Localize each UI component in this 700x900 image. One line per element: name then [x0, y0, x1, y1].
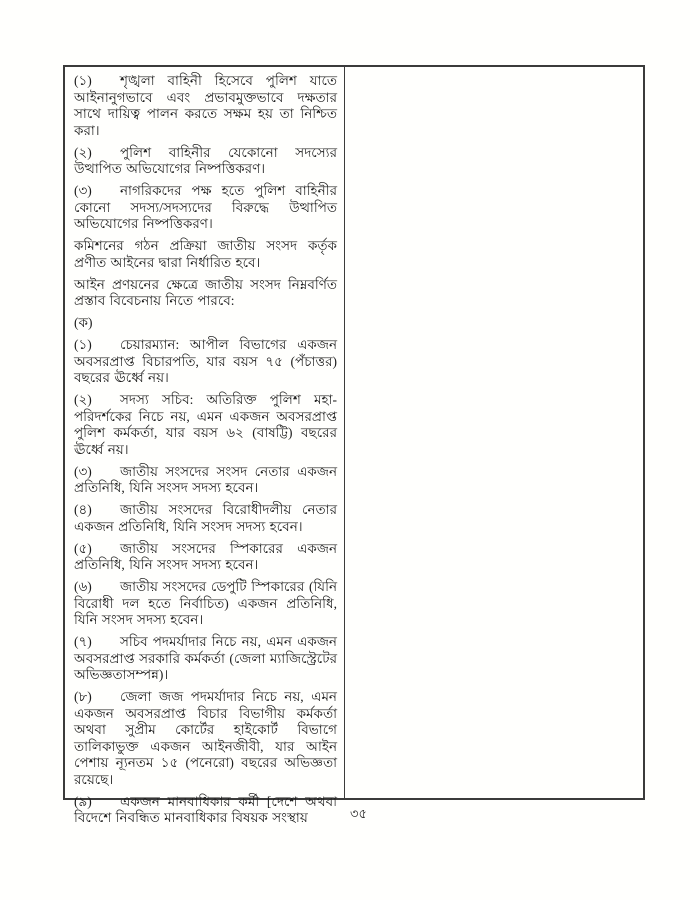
item-number: (৫) — [74, 540, 92, 556]
item-number: (১) — [74, 337, 92, 352]
item-text: একজন মানবাধিকার কর্মী [দেশে অথবা বিদেশে নিবন্ধিত মানবাধিকার বিষয়ক সংস্থায় — [74, 793, 337, 825]
item-number: (৩) — [74, 183, 92, 198]
empty-column — [345, 67, 643, 798]
item-number: (৪) — [74, 502, 92, 517]
item-number: (১) — [74, 73, 92, 88]
item-number: (৮) — [74, 689, 92, 704]
paragraph — [74, 464, 337, 497]
paragraph — [74, 277, 337, 310]
item-text: শৃঙ্খলা বাহিনী হিসেবে পুলিশ যাতে আইনানুগভাবে এবং প্রভাবমুক্তভাবে দক্ষতার সাথে দায়িত্ব পালন করতে সক্ষম হয় তা নিশ্চিত করা। — [74, 73, 337, 138]
item-text: জাতীয় সংসদের স্পিকারের একজন প্রতিনিধি, যিনি সংসদ সদস্য হবেন। — [74, 540, 337, 572]
item-text: আইন প্রণয়নের ক্ষেত্রে জাতীয় সংসদ নিম্নবর্ণিত প্রস্তাব বিবেচনায় নিতে পারবে: — [74, 276, 337, 308]
item-text: পুলিশ বাহিনীর যেকোনো সদস্যের উত্থাপিত অভিযোগের নিষ্পত্তিকরণ। — [74, 144, 337, 176]
paragraph — [74, 579, 337, 629]
item-text: কমিশনের গঠন প্রক্রিয়া জাতীয় সংসদ কর্তৃক প্রণীত আইনের দ্বারা নির্ধারিত হবে। — [74, 238, 337, 270]
text-column — [65, 67, 345, 825]
item-number: (ক) — [74, 315, 93, 330]
item-text: জাতীয় সংসদের ডেপুটি স্পিকারের (যিনি বিরোধী দল হতে নির্বাচিত) একজন প্রতিনিধি, যিনি সংসদ সদস্য হবেন। — [74, 579, 337, 627]
paragraph — [74, 634, 337, 684]
page-number: ৩৫ — [350, 806, 367, 821]
paragraph — [74, 183, 337, 233]
item-text: সচিব পদমর্যাদার নিচে নয়, এমন একজন অবসরপ্রাপ্ত সরকারি কর্মকর্তা (জেলা ম্যাজিস্ট্রেটের অভিজ্ঞতাসম্পন্ন)। — [74, 634, 337, 682]
paragraph — [74, 502, 337, 535]
item-text: সদস্য সচিব: অতিরিক্ত পুলিশ মহা-পরিদর্শকের নিচে নয়, এমন একজন অবসরপ্রাপ্ত পুলিশ কর্মকর্তা, যার বয়স ৬২ (বাষট্টি) বছরের ঊর্ধ্বে নয়। — [74, 392, 337, 457]
item-text: জাতীয় সংসদের সংসদ নেতার একজন প্রতিনিধি, যিনি সংসদ সদস্য হবেন। — [74, 463, 337, 495]
item-number: (৩) — [74, 463, 92, 479]
paragraph — [74, 541, 337, 574]
item-number: (৬) — [74, 579, 92, 594]
item-number: (২) — [74, 392, 92, 407]
paragraph — [74, 689, 337, 788]
item-number: (৭) — [74, 634, 92, 649]
item-text: নাগরিকদের পক্ষ হতে পুলিশ বাহিনীর কোনো সদস্য/সদস্যদের বিরুদ্ধে উত্থাপিত অভিযোগের নিষ্পত্তিকরণ। — [74, 183, 337, 231]
paragraph — [74, 145, 337, 178]
paragraph — [74, 73, 337, 139]
item-text: জাতীয় সংসদের বিরোধীদলীয় নেতার একজন প্রতিনিধি, যিনি সংসদ সদস্য হবেন। — [74, 502, 337, 534]
paragraph — [74, 315, 337, 332]
item-number: (২) — [74, 144, 92, 160]
item-text: জেলা জজ পদমর্যাদার নিচে নয়, এমন একজন অবসরপ্রাপ্ত বিচার বিভাগীয় কর্মকর্তা অথবা সুপ্রীম কোর্টের হাইকোর্ট বিভাগে তালিকাভুক্ত একজন আইনজীবী, যার আইন পেশায় ন্যূনতম ১৫ (পনেরো) বছরের অভিজ্ঞতা রয়েছে। — [74, 689, 337, 787]
paragraph — [74, 392, 337, 458]
item-number: (৯) — [74, 793, 92, 809]
paragraph — [74, 794, 337, 827]
item-text: চেয়ারম্যান: আপীল বিভাগের একজন অবসরপ্রাপ্ত বিচারপতি, যার বয়স ৭৫ (পঁচাত্তর) বছরের ঊর্ধ্বে নয়। — [74, 337, 337, 385]
paragraph — [74, 238, 337, 271]
paragraph — [74, 337, 337, 387]
